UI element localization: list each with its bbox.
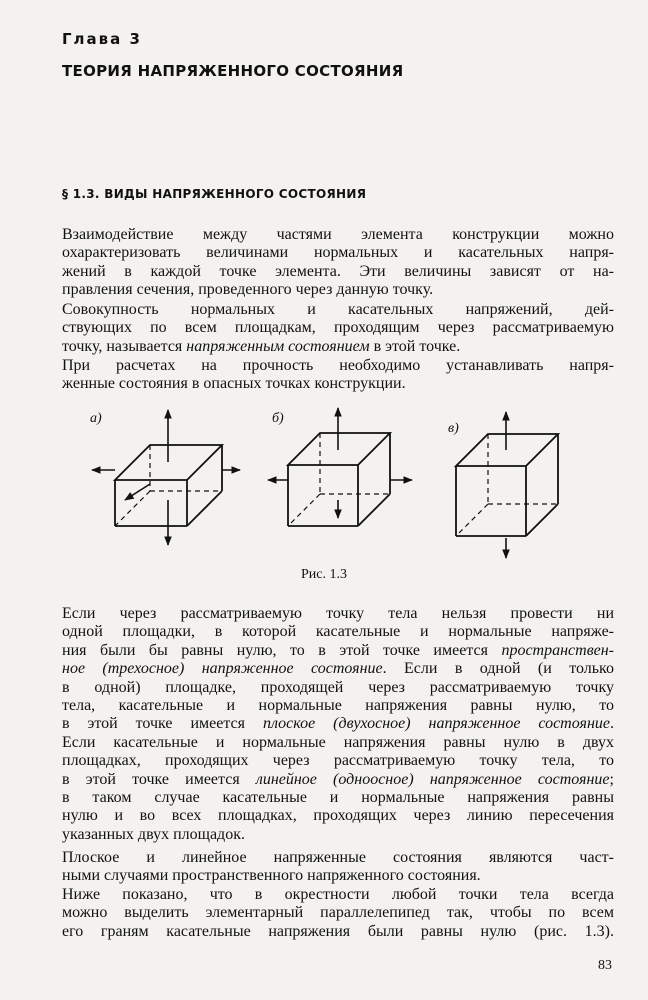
text-run: ния были бы равны нулю, то в этой точке имеется bbox=[62, 641, 502, 659]
text-line: одной площадки, в которой касательные и нормальные напряже- bbox=[62, 623, 614, 641]
chapter-label: Глава 3 bbox=[62, 30, 142, 48]
text-line: Если через рассматриваемую точку тела нельзя провести ни bbox=[62, 605, 614, 622]
text-line bbox=[62, 660, 614, 678]
text-line: Взаимодействие между частями элемента конструкции можно bbox=[62, 226, 614, 243]
text-line: При расчетах на прочность необходимо устанавливать напря- bbox=[62, 357, 614, 374]
text-line: его граням касательные напряжения были равны нулю (рис. 1.3). bbox=[62, 922, 614, 940]
paragraph-6 bbox=[62, 886, 614, 941]
cube-c bbox=[448, 412, 558, 558]
text-line: женные состояния в опасных точках конструкции. bbox=[62, 375, 406, 393]
text-line bbox=[62, 771, 614, 789]
text-run: в этой точке. bbox=[369, 337, 461, 355]
cube-b bbox=[268, 408, 412, 526]
chapter-title: ТЕОРИЯ НАПРЯЖЕННОГО СОСТОЯНИЯ bbox=[62, 62, 404, 80]
text-run: ; bbox=[609, 770, 614, 788]
cube-a bbox=[90, 410, 240, 545]
text-line bbox=[62, 715, 614, 733]
text-line: в одной) площадке, проходящей через рассматриваемую точку bbox=[62, 678, 614, 696]
text-line: охарактеризовать величинами нормальных и касательных напря- bbox=[62, 244, 614, 262]
paragraph-4 bbox=[62, 605, 614, 844]
text-run: точку, называется bbox=[62, 337, 187, 355]
text-line: жений в каждой точке элемента. Эти величины зависят от на- bbox=[62, 262, 614, 280]
text-run: . Если в одной (и только bbox=[382, 660, 615, 678]
text-line: в таком случае касательные и нормальные напряжения равны bbox=[62, 789, 614, 807]
text-line: указанных двух площадок. bbox=[62, 825, 245, 843]
term-plane: плоское (двухосное) напряженное состояние bbox=[262, 715, 611, 733]
term-stress-state: напряженным состоянием bbox=[186, 337, 370, 355]
figure-label-a: а) bbox=[90, 411, 102, 426]
text-line: нулю и во всех площадках, проходящих через линию пересечения bbox=[62, 807, 614, 825]
text-line: можно выделить элементарный параллелепипед так, чтобы по всем bbox=[62, 904, 614, 922]
paragraph-1 bbox=[62, 226, 614, 300]
arrow-front bbox=[125, 484, 150, 500]
text-run: в этой точке имеется bbox=[62, 715, 263, 733]
text-line: тела, касательные и нормальные напряжения равны нулю, то bbox=[62, 697, 614, 715]
text-line: Ниже показано, что в окрестности любой точки тела всегда bbox=[62, 886, 614, 903]
section-title: § 1.3. ВИДЫ НАПРЯЖЕННОГО СОСТОЯНИЯ bbox=[62, 187, 367, 201]
term-linear: линейное (одноосное) напряженное состояние bbox=[255, 770, 610, 788]
text-line: Плоское и линейное напряженные состояния являются част- bbox=[62, 849, 614, 866]
text-run: . bbox=[610, 715, 615, 733]
paragraph-2 bbox=[62, 301, 614, 356]
figure-1-3 bbox=[80, 400, 580, 560]
paragraph-5 bbox=[62, 849, 614, 886]
text-line bbox=[62, 642, 614, 660]
text-run: в этой точке имеется bbox=[62, 770, 256, 788]
text-line: Совокупность нормальных и касательных напряжений, дей- bbox=[62, 301, 614, 318]
text-line: ствующих по всем площадкам, проходящим через рассматриваемую bbox=[62, 319, 614, 337]
term-spatial-cont: ное (трехосное) напряженное состояние bbox=[62, 660, 383, 678]
text-line: правления сечения, проведенного через данную точку. bbox=[62, 281, 434, 299]
text-line bbox=[62, 338, 614, 356]
text-line: площадках, проходящих через рассматриваемую точку тела, то bbox=[62, 752, 614, 770]
page-number: 83 bbox=[598, 958, 612, 973]
term-spatial: пространствен- bbox=[501, 641, 614, 659]
text-line: ными случаями пространственного напряженного состояния. bbox=[62, 867, 481, 885]
figure-label-b: б) bbox=[272, 411, 284, 426]
figure-label-c: в) bbox=[448, 421, 459, 436]
figure-caption: Рис. 1.3 bbox=[301, 567, 347, 582]
paragraph-3 bbox=[62, 357, 614, 394]
text-line: Если касательные и нормальные напряжения равны нулю в двух bbox=[62, 733, 614, 751]
